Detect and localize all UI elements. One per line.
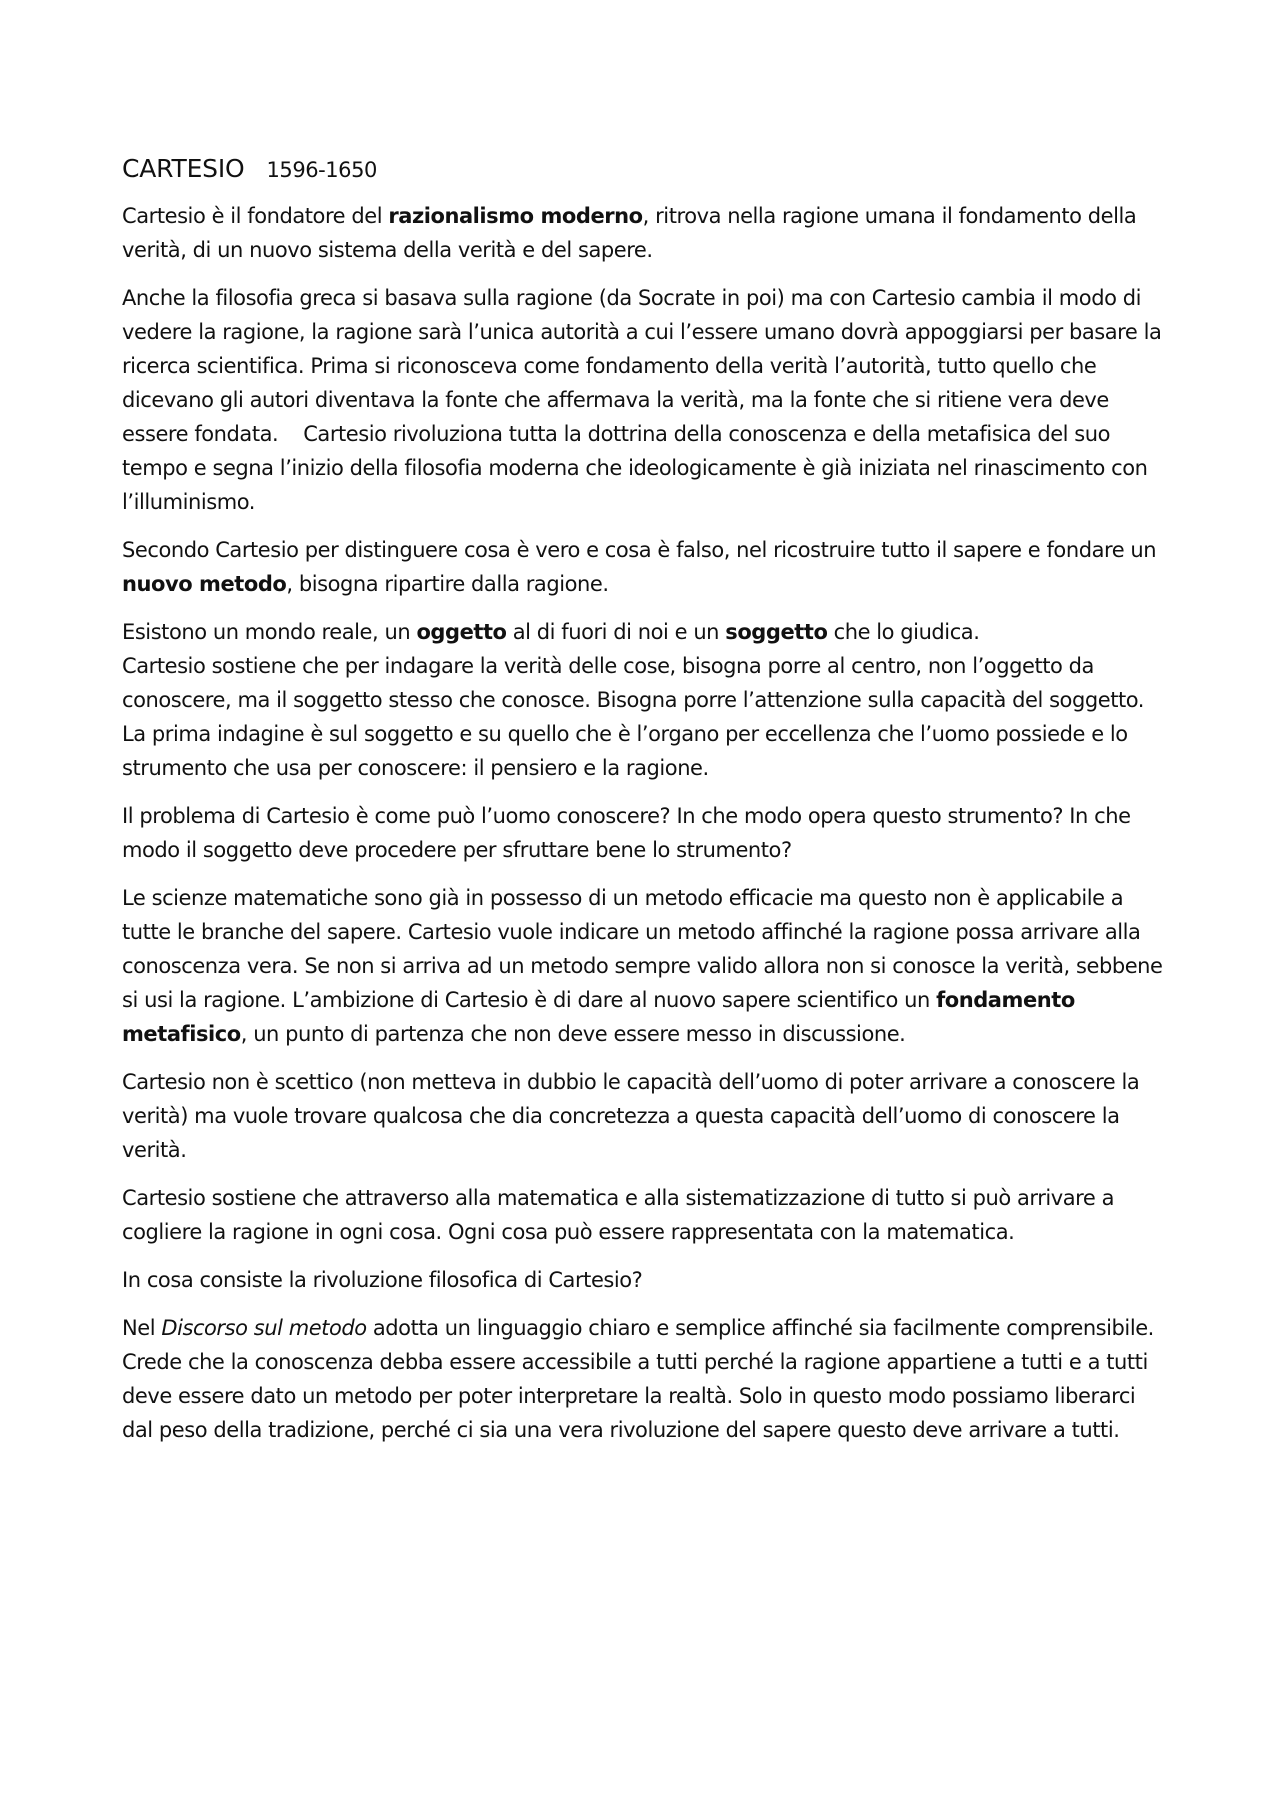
text-run: che lo giudica.: [827, 620, 980, 644]
paragraph-10: [122, 1311, 1172, 1447]
paragraph-5: Il problema di Cartesio è come può l’uomo conoscere? In che modo opera questo strumento? In che modo il soggetto deve procedere per sfruttare bene lo strumento?: [122, 804, 1131, 862]
bold-term: fondamento metafisico: [122, 988, 1075, 1046]
paragraph-3: [122, 533, 1172, 601]
paragraph-7: Cartesio non è scettico (non metteva in dubbio le capacità dell’uomo di poter arrivare a conoscere la verità) ma vuole trovare qualcosa che dia concretezza a questa capacità dell’uomo di conoscere la verità.: [122, 1070, 1140, 1162]
paragraph-2: [122, 281, 1172, 519]
document-body: [122, 152, 1172, 1461]
document-title: CARTESIO: [122, 154, 245, 183]
document-years: 1596-1650: [266, 158, 377, 182]
paragraph-4: [122, 615, 1172, 785]
bold-term: oggetto: [416, 620, 507, 644]
text-run: al di fuori di noi e un: [506, 620, 726, 644]
text-run: Le scienze matematiche sono già in possesso di un metodo efficacie ma questo non è applicabile a tutte le branche del sapere. Cartesio vuole indicare un metodo affinché la ragione possa arrivare alla conoscenza vera. Se non si arriva ad un metodo sempre valido allora non si conosce la verità, sebbene si usi la ragione. L’ambizione di Cartesio è di dare al nuovo sapere scientifico un: [122, 886, 1163, 1012]
paragraph-1: [122, 199, 1172, 267]
bold-term: nuovo metodo: [122, 572, 287, 596]
text-run: Anche la filosofia greca si basava sulla ragione (da Socrate in poi) ma con Cartesio cambia il modo di vedere la ragione, la ragione sarà l’unica autorità a cui l’essere umano dovrà appoggiarsi per basare la ricerca scientifica. Prima si riconosceva come fondamento della verità l’autorità, tutto quello che dicevano gli autori diventava la fonte che affermava la verità, ma la fonte che si ritiene vera deve essere fondata.: [122, 286, 1162, 446]
paragraph-8: Cartesio sostiene che attraverso alla matematica e alla sistematizzazione di tutto si può arrivare a cogliere la ragione in ogni cosa. Ogni cosa può essere rappresentata con la matematica.: [122, 1186, 1115, 1244]
text-run: , un punto di partenza che non deve essere messo in discussione.: [240, 1022, 906, 1046]
text-run: Esistono un mondo reale, un: [122, 620, 417, 644]
italic-title: Discorso sul metodo: [161, 1316, 367, 1340]
text-run: Cartesio sostiene che per indagare la verità delle cose, bisogna porre al centro, non l’oggetto da conoscere, ma il soggetto stesso che conosce. Bisogna porre l’attenzione sulla capacità del soggetto. La prima indagine è sul soggetto e su quello che è l’organo per eccellenza che l’uomo possiede e lo strumento che usa per conoscere: il pensiero e la ragione.: [122, 654, 1145, 780]
paragraph-6: [122, 881, 1172, 1051]
text-run: Secondo Cartesio per distinguere cosa è vero e cosa è falso, nel ricostruire tutto il sapere e fondare un: [122, 538, 1157, 562]
text-run: Nel: [122, 1316, 162, 1340]
text-run: , ritrova nella ragione umana il fondamento della verità, di un nuovo sistema della verità e del sapere.: [122, 204, 1137, 262]
text-run: Cartesio è il fondatore del: [122, 204, 389, 228]
bold-term: soggetto: [725, 620, 828, 644]
text-run: , bisogna ripartire dalla ragione.: [286, 572, 609, 596]
text-run: adotta un linguaggio chiaro e semplice affinché sia facilmente comprensibile. Crede che la conoscenza debba essere accessibile a tutti perché la ragione appartiene a tutti e a tutti deve essere dato un metodo per poter interpretare la realtà. Solo in questo modo possiamo liberarci dal peso della tradizione, perché ci sia una vera rivoluzione del sapere questo deve arrivare a tutti.: [122, 1316, 1154, 1442]
bold-term: razionalismo moderno: [388, 204, 643, 228]
text-run: Cartesio rivoluziona tutta la dottrina della conoscenza e della metafisica del suo tempo e segna l’inizio della filosofia moderna che ideologicamente è già iniziata nel rinascimento con l’illuminismo.: [122, 422, 1148, 514]
paragraph-9: In cosa consiste la rivoluzione filosofica di Cartesio?: [122, 1268, 643, 1292]
title-line: [122, 152, 1172, 187]
